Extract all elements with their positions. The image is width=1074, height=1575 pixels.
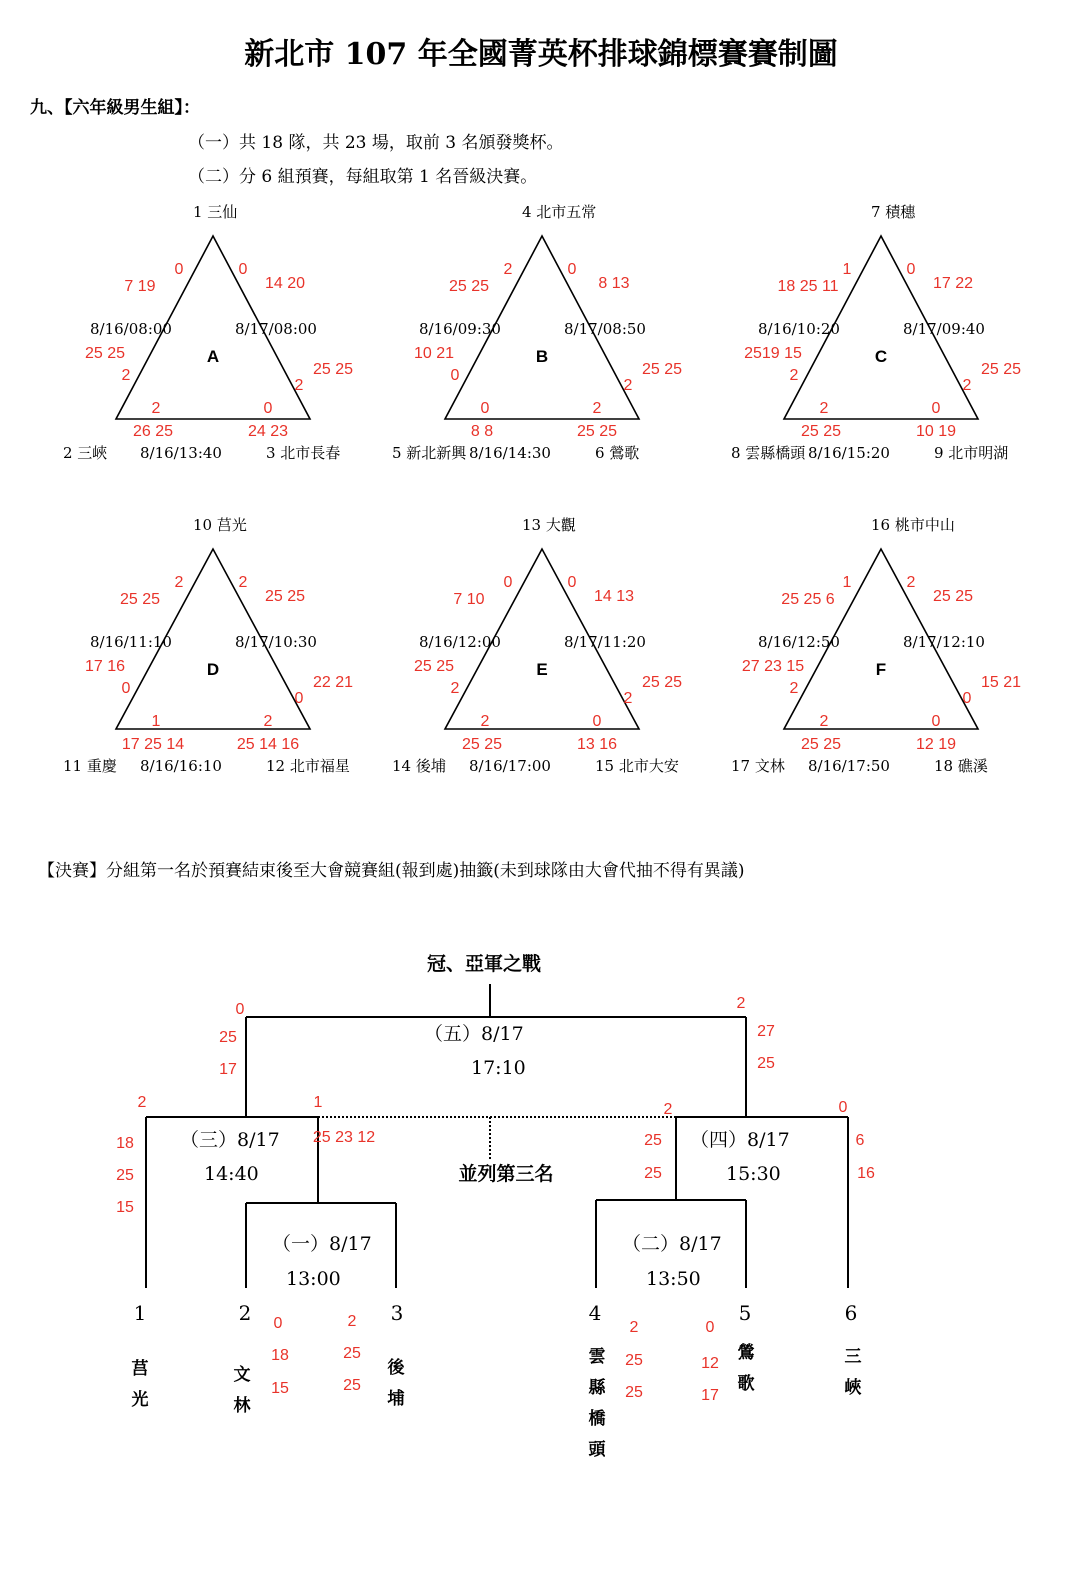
match-time-bottom: 8/16/17:50 xyxy=(808,757,890,775)
group-letter: E xyxy=(536,660,548,679)
team-bottom-right: 6 鶯歌 xyxy=(595,444,640,462)
group-stage xyxy=(63,203,1021,775)
match-time-left: 8/16/09:30 xyxy=(419,320,501,338)
score-top-right: 2 xyxy=(906,574,916,591)
score-left-side: 2 xyxy=(450,680,460,697)
team-top: 13 大觀 xyxy=(522,516,576,534)
team-bottom-right: 12 北市福星 xyxy=(266,757,350,775)
sets-right-side: 25 25 xyxy=(641,674,683,691)
score-left-side: 0 xyxy=(121,680,131,697)
sets-bottom-right: 10 19 xyxy=(915,423,957,440)
bracket-team-3: 後埔 xyxy=(387,1358,405,1409)
match-5-time: 17:10 xyxy=(471,1057,526,1079)
group-letter: C xyxy=(874,347,888,366)
group-letter: F xyxy=(875,660,887,679)
match-3-time: 14:40 xyxy=(204,1163,259,1185)
sets-bottom-right: 25 14 16 xyxy=(236,736,300,753)
team-bottom-right: 15 北市大安 xyxy=(595,757,679,775)
match-time-left: 8/16/08:00 xyxy=(90,320,172,338)
score-top-left: 0 xyxy=(174,261,184,278)
bracket-score-m4-right-s2: 16 xyxy=(857,1165,875,1182)
sets-top-left: 25 25 6 xyxy=(781,591,835,608)
match-time-bottom: 8/16/15:20 xyxy=(808,444,890,462)
group-letter: A xyxy=(206,347,220,366)
bracket-team-2: 文林 xyxy=(233,1365,251,1416)
bracket-score-m4-left-s2: 25 xyxy=(644,1165,662,1182)
group-letter: D xyxy=(206,660,220,679)
team-bottom-right: 9 北市明湖 xyxy=(934,444,1009,462)
team-bottom-left: 17 文林 xyxy=(731,757,785,775)
score-top-left: 1 xyxy=(842,574,852,591)
score-left-side: 2 xyxy=(789,367,799,384)
bracket-score-m1-right: 2 xyxy=(347,1313,357,1330)
sets-bottom-right: 25 25 xyxy=(576,423,618,440)
bracket-team-5: 鶯歌 xyxy=(737,1343,755,1394)
sets-top-left: 25 25 xyxy=(119,591,161,608)
match-5-label: （五）8/17 xyxy=(424,1023,524,1045)
sets-right-side: 25 25 xyxy=(641,361,683,378)
bracket-score-m5-left: 0 xyxy=(235,1001,245,1018)
sets-top-right: 8 13 xyxy=(598,275,630,292)
score-bottom-right: 2 xyxy=(592,400,602,417)
page-title: 新北市 107 年全國菁英杯排球錦標賽賽制圖 xyxy=(244,37,838,72)
bracket-score-m4-right-s1: 6 xyxy=(855,1132,865,1149)
bracket-team-4: 雲縣橋頭 xyxy=(588,1347,606,1460)
team-top: 10 莒光 xyxy=(193,516,247,534)
team-top: 16 桃市中山 xyxy=(871,516,955,534)
group-d xyxy=(63,516,353,775)
score-right-side: 2 xyxy=(294,377,304,394)
third-place-label: 並列第三名 xyxy=(458,1163,554,1185)
sets-left-side: 10 21 xyxy=(413,345,455,362)
match-1-time: 13:00 xyxy=(286,1268,341,1290)
match-time-right: 8/17/11:20 xyxy=(564,633,646,651)
bracket-score-m5-left-s1: 25 xyxy=(219,1029,237,1046)
bracket-score-m1-right-s1: 25 xyxy=(343,1345,361,1362)
score-bottom-left: 2 xyxy=(151,400,161,417)
sets-bottom-right: 12 19 xyxy=(915,736,957,753)
match-2-label: （二）8/17 xyxy=(622,1233,722,1255)
bracket-score-m5-right-s1: 27 xyxy=(757,1023,775,1040)
sets-left-side: 25 25 xyxy=(84,345,126,362)
section-heading: 九、【六年級男生組】： xyxy=(30,98,200,118)
team-bottom-left: 2 三峽 xyxy=(63,444,108,462)
bracket-team-6: 三峽 xyxy=(844,1347,862,1398)
match-time-left: 8/16/12:00 xyxy=(419,633,501,651)
bracket-score-m3-left-s1: 18 xyxy=(116,1135,134,1152)
match-time-right: 8/17/08:00 xyxy=(235,320,317,338)
bracket-score-m5-left-s2: 17 xyxy=(219,1061,237,1078)
match-3-label: （三）8/17 xyxy=(180,1129,280,1151)
bracket-score-m3-right: 1 xyxy=(313,1094,323,1111)
bracket-score-m2-left-s1: 25 xyxy=(625,1352,643,1369)
seed-2: 2 xyxy=(238,1301,252,1325)
team-bottom-left: 8 雲縣橋頭 xyxy=(731,444,806,462)
score-right-side: 2 xyxy=(962,377,972,394)
bracket-score-m1-left-s2: 15 xyxy=(271,1380,289,1397)
bracket-score-m2-right: 0 xyxy=(705,1319,715,1336)
bracket-score-m3-left-s3: 15 xyxy=(116,1199,134,1216)
match-time-bottom: 8/16/16:10 xyxy=(140,757,222,775)
bracket-score-m1-right-s2: 25 xyxy=(343,1377,361,1394)
score-top-left: 2 xyxy=(503,261,513,278)
score-top-right: 0 xyxy=(567,574,577,591)
sets-bottom-left: 25 25 xyxy=(461,736,503,753)
sets-right-side: 22 21 xyxy=(312,674,354,691)
team-bottom-left: 5 新北新興 xyxy=(392,444,467,462)
bracket-score-m3-left: 2 xyxy=(137,1094,147,1111)
sets-top-left: 7 10 xyxy=(453,591,485,608)
seed-4: 4 xyxy=(588,1301,602,1325)
sets-top-right: 14 20 xyxy=(264,275,306,292)
score-left-side: 2 xyxy=(121,367,131,384)
score-bottom-left: 2 xyxy=(480,713,490,730)
score-bottom-right: 0 xyxy=(592,713,602,730)
seed-3: 3 xyxy=(390,1301,404,1325)
match-2-time: 13:50 xyxy=(646,1268,701,1290)
score-bottom-right: 0 xyxy=(263,400,273,417)
score-right-side: 2 xyxy=(623,690,633,707)
match-time-left: 8/16/12:50 xyxy=(758,633,840,651)
sets-left-side: 27 23 15 xyxy=(741,658,805,675)
rule-1: （一）共 18 隊，共 23 場，取前 3 名頒發獎杯。 xyxy=(188,133,564,153)
bracket-score-m5-right: 2 xyxy=(736,995,746,1012)
score-bottom-left: 1 xyxy=(151,713,161,730)
group-e xyxy=(392,516,682,775)
score-bottom-left: 0 xyxy=(480,400,490,417)
rule-2: （二）分 6 組預賽，每組取第 1 名晉級決賽。 xyxy=(188,167,538,187)
score-bottom-right: 0 xyxy=(931,400,941,417)
score-top-left: 0 xyxy=(503,574,513,591)
bracket-score-m3-left-s2: 25 xyxy=(116,1167,134,1184)
seed-6: 6 xyxy=(844,1301,858,1325)
match-time-bottom: 8/16/14:30 xyxy=(469,444,551,462)
bracket-score-m5-right-s2: 25 xyxy=(757,1055,775,1072)
bracket-score-m2-right-s2: 17 xyxy=(701,1387,719,1404)
match-time-left: 8/16/10:20 xyxy=(758,320,840,338)
sets-top-left: 7 19 xyxy=(124,278,156,295)
score-top-right: 0 xyxy=(567,261,577,278)
score-top-right: 0 xyxy=(906,261,916,278)
sets-bottom-right: 24 23 xyxy=(247,423,289,440)
score-left-side: 2 xyxy=(789,680,799,697)
bracket-score-m1-left: 0 xyxy=(273,1315,283,1332)
team-bottom-right: 18 礁溪 xyxy=(934,757,988,775)
match-4-label: （四）8/17 xyxy=(690,1129,790,1151)
bracket-team-1: 莒光 xyxy=(131,1359,149,1410)
match-time-bottom: 8/16/17:00 xyxy=(469,757,551,775)
match-time-right: 8/17/12:10 xyxy=(903,633,985,651)
sets-top-left: 25 25 xyxy=(448,278,490,295)
score-bottom-right: 2 xyxy=(263,713,273,730)
sets-top-right: 14 13 xyxy=(593,588,635,605)
score-right-side: 0 xyxy=(962,690,972,707)
score-bottom-right: 0 xyxy=(931,713,941,730)
team-top: 7 積穗 xyxy=(871,203,916,221)
seed-5: 5 xyxy=(738,1301,752,1325)
finals-note: 【決賽】分組第一名於預賽結束後至大會競賽組(報到處)抽籤(未到球隊由大會代抽不得有異議) xyxy=(38,861,745,881)
bracket-score-m2-left: 2 xyxy=(629,1319,639,1336)
sets-right-side: 25 25 xyxy=(980,361,1022,378)
final-title: 冠、亞軍之戰 xyxy=(426,953,542,975)
group-c xyxy=(731,203,1021,462)
score-top-left: 1 xyxy=(842,261,852,278)
score-right-side: 2 xyxy=(623,377,633,394)
match-4-time: 15:30 xyxy=(726,1163,781,1185)
team-top: 4 北市五常 xyxy=(522,203,597,221)
sets-bottom-left: 17 25 14 xyxy=(121,736,185,753)
score-bottom-left: 2 xyxy=(819,400,829,417)
sets-top-right: 17 22 xyxy=(932,275,974,292)
sets-top-left: 18 25 11 xyxy=(777,278,839,295)
match-time-right: 8/17/09:40 xyxy=(903,320,985,338)
match-time-right: 8/17/08:50 xyxy=(564,320,646,338)
match-time-right: 8/17/10:30 xyxy=(235,633,317,651)
sets-bottom-left: 26 25 xyxy=(132,423,174,440)
bracket-score-m3-right-sets: 25 23 12 xyxy=(312,1129,376,1146)
bracket-seeds xyxy=(132,1301,862,1460)
match-1-label: （一）8/17 xyxy=(272,1233,372,1255)
sets-bottom-right: 13 16 xyxy=(576,736,618,753)
match-time-bottom: 8/16/13:40 xyxy=(140,444,222,462)
sets-bottom-left: 8 8 xyxy=(470,423,494,440)
team-bottom-left: 11 重慶 xyxy=(63,757,117,775)
sets-right-side: 15 21 xyxy=(980,674,1022,691)
team-top: 1 三仙 xyxy=(193,203,238,221)
sets-top-right: 25 25 xyxy=(932,588,974,605)
sets-bottom-left: 25 25 xyxy=(800,423,842,440)
group-a xyxy=(63,203,353,462)
bracket-score-m2-right-s1: 12 xyxy=(701,1355,719,1372)
bracket-score-m4-left: 2 xyxy=(663,1101,673,1118)
sets-top-right: 25 25 xyxy=(264,588,306,605)
seed-1: 1 xyxy=(133,1301,147,1325)
sets-left-side: 17 16 xyxy=(84,658,126,675)
group-b xyxy=(392,203,682,462)
bracket-score-m4-right: 0 xyxy=(838,1099,848,1116)
bracket-score-m2-left-s2: 25 xyxy=(625,1384,643,1401)
match-time-left: 8/16/11:10 xyxy=(90,633,172,651)
group-letter: B xyxy=(535,347,549,366)
team-bottom-left: 14 後埔 xyxy=(392,757,446,775)
bracket-score-m1-left-s1: 18 xyxy=(271,1347,289,1364)
group-f xyxy=(731,516,1021,775)
sets-left-side: 2519 15 xyxy=(744,345,802,362)
team-bottom-right: 3 北市長春 xyxy=(266,444,341,462)
bracket-score-m4-left-s1: 25 xyxy=(644,1132,662,1149)
finals-bracket xyxy=(116,952,875,1460)
score-top-right: 2 xyxy=(238,574,248,591)
score-top-right: 0 xyxy=(238,261,248,278)
score-right-side: 0 xyxy=(294,690,304,707)
score-bottom-left: 2 xyxy=(819,713,829,730)
score-top-left: 2 xyxy=(174,574,184,591)
sets-left-side: 25 25 xyxy=(413,658,455,675)
sets-bottom-left: 25 25 xyxy=(800,736,842,753)
sets-right-side: 25 25 xyxy=(312,361,354,378)
score-left-side: 0 xyxy=(450,367,460,384)
